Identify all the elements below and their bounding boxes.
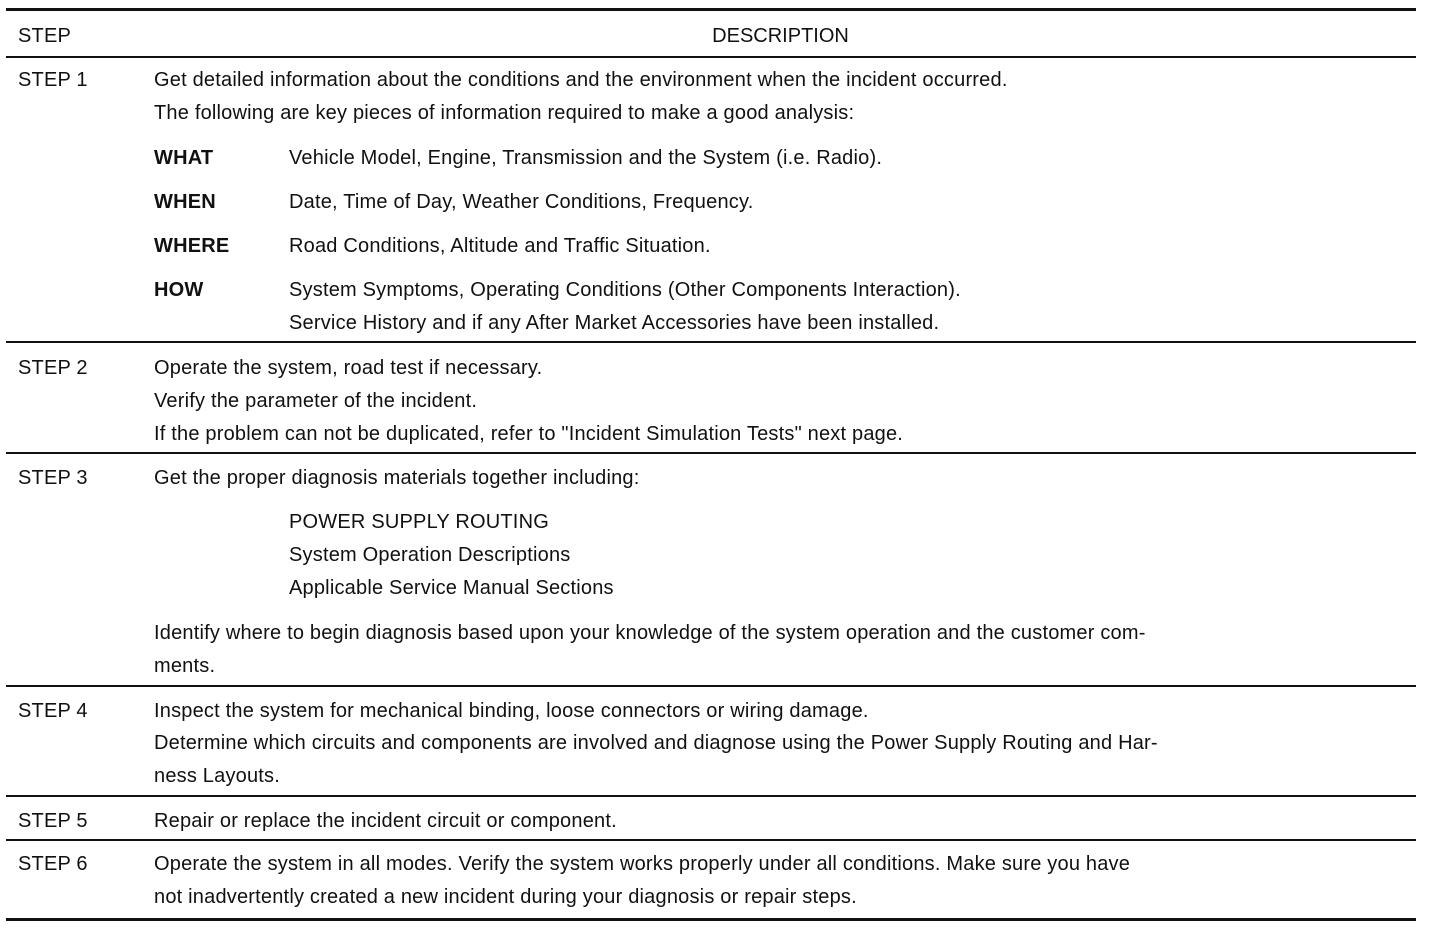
info-key-when: WHEN — [154, 191, 216, 213]
material-item: Applicable Service Manual Sections — [289, 577, 614, 599]
step-text: Operate the system, road test if necessary. — [154, 357, 543, 379]
step-text: Repair or replace the incident circuit or component. — [154, 810, 617, 832]
step-label: STEP 5 — [18, 810, 88, 832]
info-key-where: WHERE — [154, 235, 230, 257]
step-label: STEP 2 — [18, 357, 88, 379]
step-text: ness Layouts. — [154, 765, 281, 787]
step-label: STEP 6 — [18, 853, 88, 875]
info-value: Date, Time of Day, Weather Conditions, Frequency. — [289, 191, 754, 213]
step-text: Verify the parameter of the incident. — [154, 390, 478, 412]
info-value: Road Conditions, Altitude and Traffic Situation. — [289, 235, 711, 257]
step-label: STEP 3 — [18, 467, 88, 489]
step-text: The following are key pieces of information required to make a good analysis: — [154, 102, 855, 124]
material-item: POWER SUPPLY ROUTING — [289, 511, 549, 533]
step-text: Get the proper diagnosis materials together including: — [154, 467, 640, 489]
info-key-what: WHAT — [154, 147, 214, 169]
info-value: System Symptoms, Operating Conditions (Other Components Interaction). — [289, 279, 961, 301]
row-divider — [6, 795, 1416, 797]
table-top-rule — [6, 8, 1416, 11]
step-text: not inadvertently created a new incident during your diagnosis or repair steps. — [154, 886, 857, 908]
step-text: Operate the system in all modes. Verify the system works properly under all conditions. Make sure you have — [154, 853, 1131, 875]
header-description: DESCRIPTION — [712, 25, 849, 47]
step-text: Inspect the system for mechanical binding, loose connectors or wiring damage. — [154, 700, 869, 722]
row-divider — [6, 452, 1416, 454]
header-step: STEP — [18, 25, 72, 47]
step-text: ments. — [154, 655, 216, 677]
info-value: Vehicle Model, Engine, Transmission and the System (i.e. Radio). — [289, 147, 883, 169]
table-bottom-rule — [6, 918, 1416, 921]
info-value: Service History and if any After Market Accessories have been installed. — [289, 312, 940, 334]
material-item: System Operation Descriptions — [289, 544, 571, 566]
step-text: Determine which circuits and components are involved and diagnose using the Power Supply Routing and Har- — [154, 732, 1158, 754]
info-key-how: HOW — [154, 279, 204, 301]
row-divider — [6, 685, 1416, 687]
step-text: If the problem can not be duplicated, refer to "Incident Simulation Tests" next page. — [154, 423, 904, 445]
row-divider — [6, 839, 1416, 841]
step-text: Identify where to begin diagnosis based upon your knowledge of the system operation and the customer com- — [154, 622, 1146, 644]
step-label: STEP 1 — [18, 69, 88, 91]
step-label: STEP 4 — [18, 700, 88, 722]
row-divider — [6, 341, 1416, 343]
header-bottom-rule — [6, 56, 1416, 58]
step-text: Get detailed information about the conditions and the environment when the incident occurred. — [154, 69, 1008, 91]
